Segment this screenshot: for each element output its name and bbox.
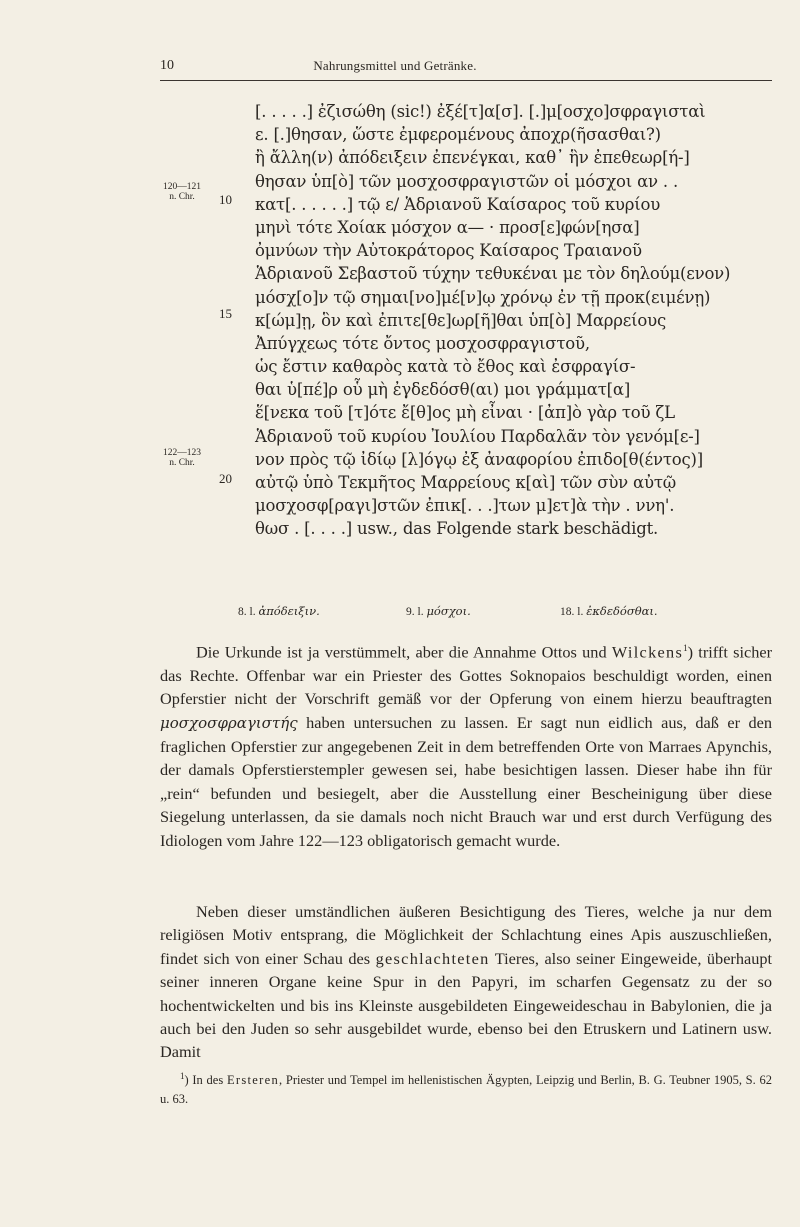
line-number-20: 20 (219, 471, 232, 486)
apparatus-reading: ἐκδεδόσθαι. (586, 604, 658, 618)
greek-line: ἢ ἄλλη(ν) ἀπόδειξειν ἐπενέγκαι, καθ᾽ ἣν ἐπεθεωρ[ή-] (255, 148, 690, 168)
line-number-10: 10 (219, 192, 232, 207)
emphasis: geschlachteten (375, 948, 490, 968)
margin-years: 120—121 (163, 182, 201, 192)
apparatus-line-ref: 8. l. (238, 606, 256, 618)
greek-line: θησαν ὑπ[ὸ] τῶν μοσχοσφραγιστῶν οἱ μόσχοι αν . . (255, 171, 679, 191)
greek-line: κ[ώμ]ῃ, ὃν καὶ ἐπιτε[θε]ωρ[ῆ]θαι ὑπ[ὸ] Μαρρείους (255, 310, 667, 330)
margin-date-122-123 (160, 448, 204, 468)
page-header (160, 58, 630, 80)
greek-line: ὡς ἔστιν καθαρὸς κατὰ τὸ ἔθος καὶ ἐσφραγίσ- (255, 357, 636, 377)
text-run: Tieres, also seiner Eingeweide, überhaupt seiner inneren Organe keine Spur in den Papyri, im scharfen Gegensatz zu der so hochentwickelten und bis ins Kleinste ausgebildeten Eingeweideschau in Babylonien, die ja auch bei den Juden so sehr ausgebildet wurde, ebenso bei den Etruskern und Latinern usw. Damit (160, 948, 773, 1062)
greek-line: θωσ . [. . . .] usw., das Folgende stark beschädigt. (255, 519, 659, 539)
running-title: Nahrungsmittel und Getränke. (313, 58, 477, 73)
greek-line: Ἁδριανοῦ Σεβαστοῦ τύχην τεθυκέναι με τὸν δηλούμ(ενον) (255, 264, 731, 284)
margin-era: n. Chr. (169, 192, 195, 202)
greek-papyrus-text (255, 100, 735, 544)
greek-line: μηνὶ τότε Χοίακ μόσχον α— · προσ[ε]φών[ησα] (255, 217, 640, 237)
footnote-number: 1 (180, 1071, 185, 1081)
emphasis: Ersteren (226, 1073, 279, 1088)
line-number-15: 15 (219, 306, 232, 321)
greek-line: ἕ[νεκα τοῦ [τ]ότε ἔ[θ]ος μὴ εἶναι · [ἀπ]ὸ γὰρ τοῦ ζL (255, 403, 675, 423)
greek-line: μόσχ[ο]ν τῷ σημαι[νο]μέ[ν]ῳ χρόνῳ ἐν τῇ προκ(ειμένῃ) (255, 287, 711, 307)
apparatus-reading: μόσχοι. (426, 604, 471, 618)
apparatus-entry (406, 604, 471, 618)
text-run: ) In des (184, 1073, 227, 1088)
footnote-mark: 1 (683, 643, 688, 653)
text-run: Neben dieser umständlichen äußeren Besichtigung des Tieres, welche ja nur dem religiösen Motiv entsprang, die Möglichkeit der Schlachtung eines Apis auszuschließen, findet sich von einer Schau des (160, 902, 772, 968)
greek-term: μοσχοσφραγιστής (160, 713, 298, 732)
apparatus-reading: ἀπόδειξιν. (258, 604, 320, 618)
text-run: haben untersuchen zu lassen. Er sagt nun eidlich aus, daß er den fraglichen Opferstier zur angegebenen Zeit in dem betreffenden Orte von Marraes Apynchis, der damals Opferstierstempler gewesen sei, habe besichtigen lassen. Dieser habe ihn für „rein“ befunden und besiegelt, aber die Ausstellung einer Bescheinigung über diese Siegelung unterlassen, da sie damals noch nicht Brauch war und erst durch Verfügung des Idiologen vom Jahre 122—123 obligatorisch gemacht wurde. (160, 712, 772, 850)
greek-line: Ἁδριανοῦ τοῦ κυρίου Ἰουλίου Παρδαλᾶν τὸν γενόμ[ε-] (255, 426, 700, 446)
greek-line: ὀμνύων τὴν Αὐτοκράτορος Καίσαρος Τραιανοῦ (255, 241, 642, 261)
text-run: , Priester und Tempel im hellenistischen Ägypten, Leipzig und Berlin, B. G. Teubner 1905, S. 62 u. 63. (160, 1073, 772, 1107)
header-rule (160, 80, 772, 81)
greek-line: κατ[. . . . . .] τῷ ε/ Ἁδριανοῦ Καίσαρος τοῦ κυρίου (255, 194, 661, 214)
footnote (160, 1067, 772, 1109)
margin-years: 122—123 (163, 448, 201, 458)
greek-line: ε. [.]θησαν, ὥστε ἐμφερομένους ἀποχρ(ῆσασθαι?) (255, 125, 661, 145)
critical-apparatus (238, 604, 698, 624)
greek-line: αὐτῷ ὑπὸ Τεκμῆτος Μαρρείους κ[αὶ] τῶν σὺν αὐτῷ (255, 473, 677, 492)
text-run: ) trifft sicher das Rechte. Offenbar war ein Priester des Gottes Soknopaios beschuldigt worden, einen Opferstier nicht der Vorschrift gemäß vor der Opferung von einem hierzu beauftragten (160, 642, 773, 709)
apparatus-entry (238, 604, 320, 618)
greek-line: μοσχοσφ[ραγι]στῶν ἐπικ[. . .]των μ]ετ]ὰ τὴν . ννη'. (255, 496, 675, 516)
margin-era: n. Chr. (169, 458, 195, 468)
greek-line: θαι ὑ[πέ]ρ οὗ μὴ ἐγδεδόσθ(αι) μοι γράμματ[α] (255, 380, 631, 400)
greek-line: Ἀπύγχεως τότε ὄντος μοσχοσφραγιστοῦ, (255, 333, 590, 353)
text-run: Die Urkunde ist ja verstümmelt, aber die Annahme Ottos und (196, 642, 612, 662)
page-number: 10 (160, 58, 174, 73)
apparatus-line-ref: 18. l. (560, 606, 584, 618)
margin-date-120-121 (160, 182, 204, 202)
author-name: Wilckens (611, 642, 684, 662)
greek-line: [. . . . .] ἐζισώθη (sic!) ἐξέ[τ]α[σ]. [.]μ[οσχο]σφραγισταὶ (255, 102, 706, 121)
paragraph-1 (160, 637, 772, 852)
greek-line: νον πρὸς τῷ ἰδίῳ [λ]όγῳ ἐξ ἀναφορίου ἐπιδο[θ(έντος)] (255, 449, 703, 469)
apparatus-entry (560, 604, 658, 618)
paragraph-2 (160, 900, 772, 1064)
apparatus-line-ref: 9. l. (406, 606, 424, 618)
